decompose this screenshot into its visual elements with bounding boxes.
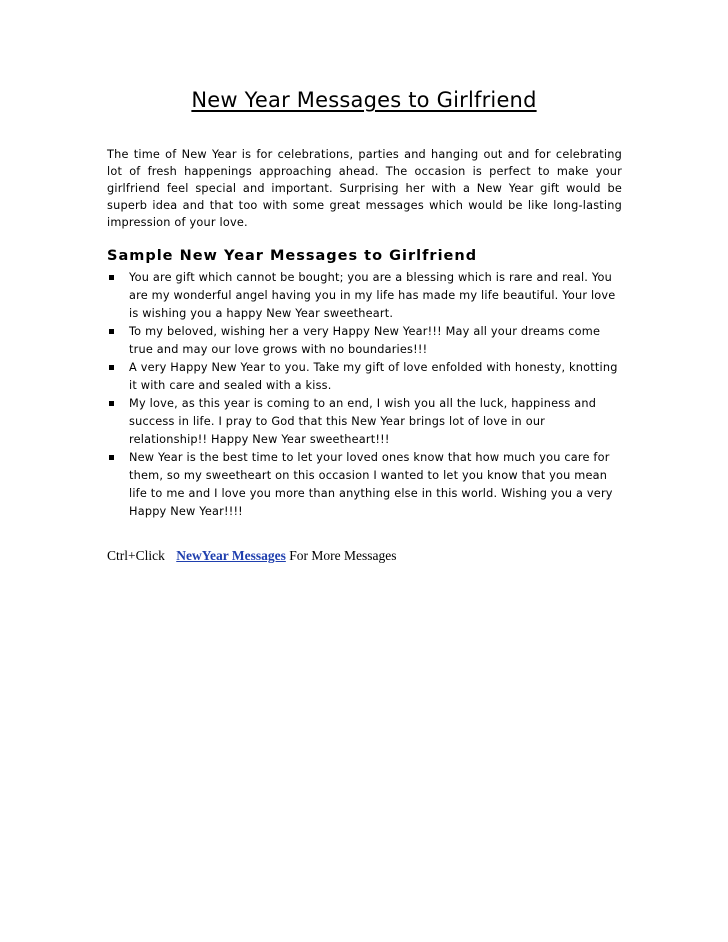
list-item (107, 395, 627, 449)
list-item (107, 269, 627, 323)
section-heading: Sample New Year Messages to Girlfriend (107, 248, 478, 264)
page-title: New Year Messages to Girlfriend (191, 88, 537, 112)
message-text: New Year is the best time to let your loved ones know that how much you care for them, so my sweetheart on this occasion I wanted to let you know that you mean life to me and I love you more than anything else in this world. Wishing you a very Happy New Year!!!! (129, 451, 613, 518)
newyear-messages-link[interactable]: NewYear Messages (176, 548, 286, 563)
square-bullet-icon (109, 329, 114, 334)
square-bullet-icon (109, 365, 114, 370)
square-bullet-icon (109, 275, 114, 280)
square-bullet-icon (109, 401, 114, 406)
message-text: My love, as this year is coming to an end, I wish you all the luck, happiness and success in life. I pray to God that this New Year brings lot of love in our relationship!! Happy New Year sweetheart!!! (129, 397, 597, 446)
list-item (107, 449, 627, 521)
footer-suffix: For More Messages (289, 548, 397, 563)
intro-paragraph: The time of New Year is for celebrations, parties and hanging out and for celebrating lot of fresh happenings approaching ahead. The occasion is perfect to make your girlfriend feel special and important. Surprising her with a New Year gift would be superb idea and that too with some great messages which would be like long-lasting impression of your love. (107, 148, 622, 229)
list-item (107, 359, 627, 395)
list-item (107, 323, 627, 359)
square-bullet-icon (109, 455, 114, 460)
footer-line (107, 548, 396, 564)
message-text: A very Happy New Year to you. Take my gift of love enfolded with honesty, knotting it with care and sealed with a kiss. (129, 361, 618, 392)
message-text: You are gift which cannot be bought; you are a blessing which is rare and real. You are my wonderful angel having you in my life has made my life beautiful. Your love is wishing you a happy New Year sweetheart. (129, 271, 616, 320)
message-list (107, 269, 627, 521)
message-text: To my beloved, wishing her a very Happy New Year!!! May all your dreams come true and may our love grows with no boundaries!!! (129, 325, 601, 356)
footer-prefix: Ctrl+Click (107, 548, 165, 563)
